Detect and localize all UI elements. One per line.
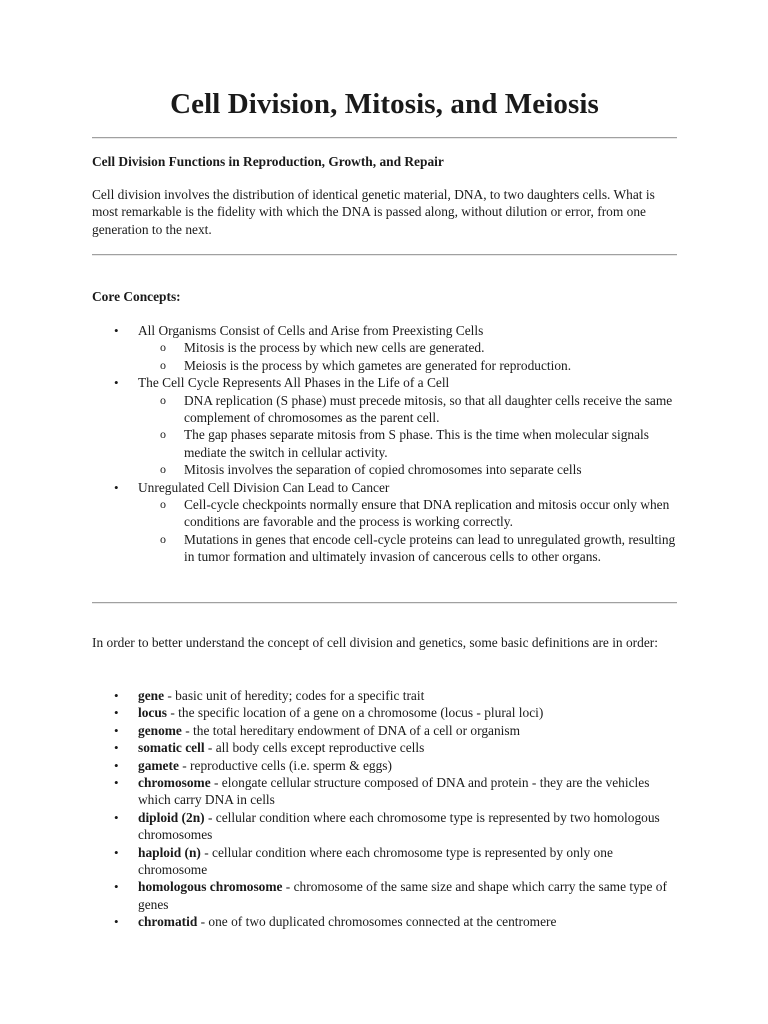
definition-term: gene [138, 688, 165, 703]
sub-bullet-icon: o [160, 531, 166, 546]
sub-bullet-icon: o [160, 497, 166, 512]
bullet-icon: • [114, 844, 119, 860]
definition-term: haploid (n) [138, 844, 201, 860]
sub-list-item [92, 357, 677, 374]
definitions-list [92, 687, 677, 931]
definitions-intro: In order to better understand the concept of cell division and genetics, some basic definitions are in order: [92, 635, 658, 650]
core-concepts-heading: Core Concepts: [92, 289, 181, 304]
definition-term: genome [138, 722, 182, 738]
bullet-icon: • [114, 688, 119, 703]
definition-item [92, 704, 677, 721]
definition-text: - cellular condition where each chromosome type is represented by only one chromosome [138, 844, 613, 878]
list-item-text: Unregulated Cell Division Can Lead to Cancer [138, 479, 390, 495]
bullet-icon: • [114, 375, 119, 391]
definition-text: - chromosome of the same size and shape which carry the same type of genes [138, 879, 667, 912]
bullet-icon: • [114, 809, 119, 825]
definition-item [92, 844, 677, 879]
definition-text: - the specific location of a gene on a chromosome (locus - plural loci) [167, 705, 544, 721]
sub-list-item-text: Mutations in genes that encode cell-cycle proteins can lead to unregulated growth, resulting in tumor formation and ultimately invasion of cancerous cells to other organs. [184, 531, 676, 565]
bullet-icon: • [114, 775, 119, 791]
definition-text: - all body cells except reproductive cells [204, 740, 425, 756]
bullet-icon: • [114, 879, 119, 895]
bullet-icon: • [114, 740, 119, 756]
bullet-icon: • [114, 323, 119, 338]
section-body: Cell division involves the distribution of identical genetic material, DNA, to two daughters cells. What is most remarkable is the fidelity with which the DNA is passed along, without dilution or error, from one generation to the next. [92, 187, 655, 237]
definition-item [92, 809, 677, 844]
sub-list-item [92, 461, 677, 478]
definition-text: - basic unit of heredity; codes for a specific trait [164, 688, 425, 703]
definition-item [92, 757, 677, 774]
list-item-text: All Organisms Consist of Cells and Arise from Preexisting Cells [138, 323, 484, 338]
list-item [92, 322, 677, 339]
sub-list-item-text: Mitosis is the process by which new cells are generated. [184, 340, 485, 356]
sub-bullet-icon: o [160, 392, 166, 407]
sub-list-item [92, 496, 677, 531]
bullet-icon: • [114, 722, 119, 738]
definition-text: - one of two duplicated chromosomes connected at the centromere [197, 914, 557, 930]
definition-term: somatic cell [138, 740, 205, 756]
divider [92, 602, 677, 604]
sub-list-item [92, 339, 677, 356]
definition-term: locus [138, 705, 168, 721]
definition-text: - cellular condition where each chromosome type is represented by two homologous chromosomes [138, 809, 660, 843]
list-item-text: The Cell Cycle Represents All Phases in the Life of a Cell [138, 375, 450, 391]
sub-list-item [92, 426, 677, 461]
bullet-icon: • [114, 705, 119, 721]
definition-term: homologous chromosome [138, 879, 283, 895]
sub-list-item-text: DNA replication (S phase) must precede mitosis, so that all daughter cells receive the same complement of chromosomes as the parent cell. [184, 392, 673, 426]
definition-item [92, 687, 677, 704]
definition-term: diploid (2n) [138, 809, 205, 825]
sub-list-item-text: The gap phases separate mitosis from S phase. This is the time when molecular signals mediate the switch in cellular activity. [184, 427, 649, 460]
list-item [92, 374, 677, 391]
sub-list-item-text: Meiosis is the process by which gametes are generated for reproduction. [184, 357, 572, 373]
bullet-icon: • [114, 479, 119, 495]
sub-list-item-text: Mitosis involves the separation of copied chromosomes into separate cells [184, 462, 582, 478]
bullet-icon: • [114, 757, 119, 773]
definition-text: - the total hereditary endowment of DNA of a cell or organism [181, 722, 521, 738]
sub-bullet-icon: o [160, 340, 166, 355]
sub-bullet-icon: o [160, 427, 166, 442]
definition-term: chromatid [138, 914, 198, 930]
page-title: Cell Division, Mitosis, and Meiosis [170, 88, 599, 120]
sub-list-item [92, 531, 677, 566]
definition-item [92, 739, 677, 756]
definition-item [92, 878, 677, 913]
divider [92, 254, 677, 256]
bullet-icon: • [114, 914, 119, 930]
definition-text: - elongate cellular structure composed of DNA and protein - they are the vehicles which carry DNA in cells [138, 775, 650, 808]
sub-list-item [92, 392, 677, 427]
sub-bullet-icon: o [160, 462, 166, 477]
sub-bullet-icon: o [160, 357, 166, 372]
definition-term: chromosome [138, 775, 211, 791]
definition-item [92, 722, 677, 739]
definition-item [92, 913, 677, 930]
sub-list-item-text: Cell-cycle checkpoints normally ensure that DNA replication and mitosis occur only when conditions are favorable and the process is working correctly. [184, 497, 670, 530]
definition-term: gamete [138, 757, 179, 773]
core-concepts-list [92, 322, 677, 566]
definition-item [92, 774, 677, 809]
list-item [92, 479, 677, 496]
divider [92, 137, 677, 139]
section-heading: Cell Division Functions in Reproduction, Growth, and Repair [92, 154, 444, 169]
definition-text: - reproductive cells (i.e. sperm & eggs) [178, 757, 392, 773]
